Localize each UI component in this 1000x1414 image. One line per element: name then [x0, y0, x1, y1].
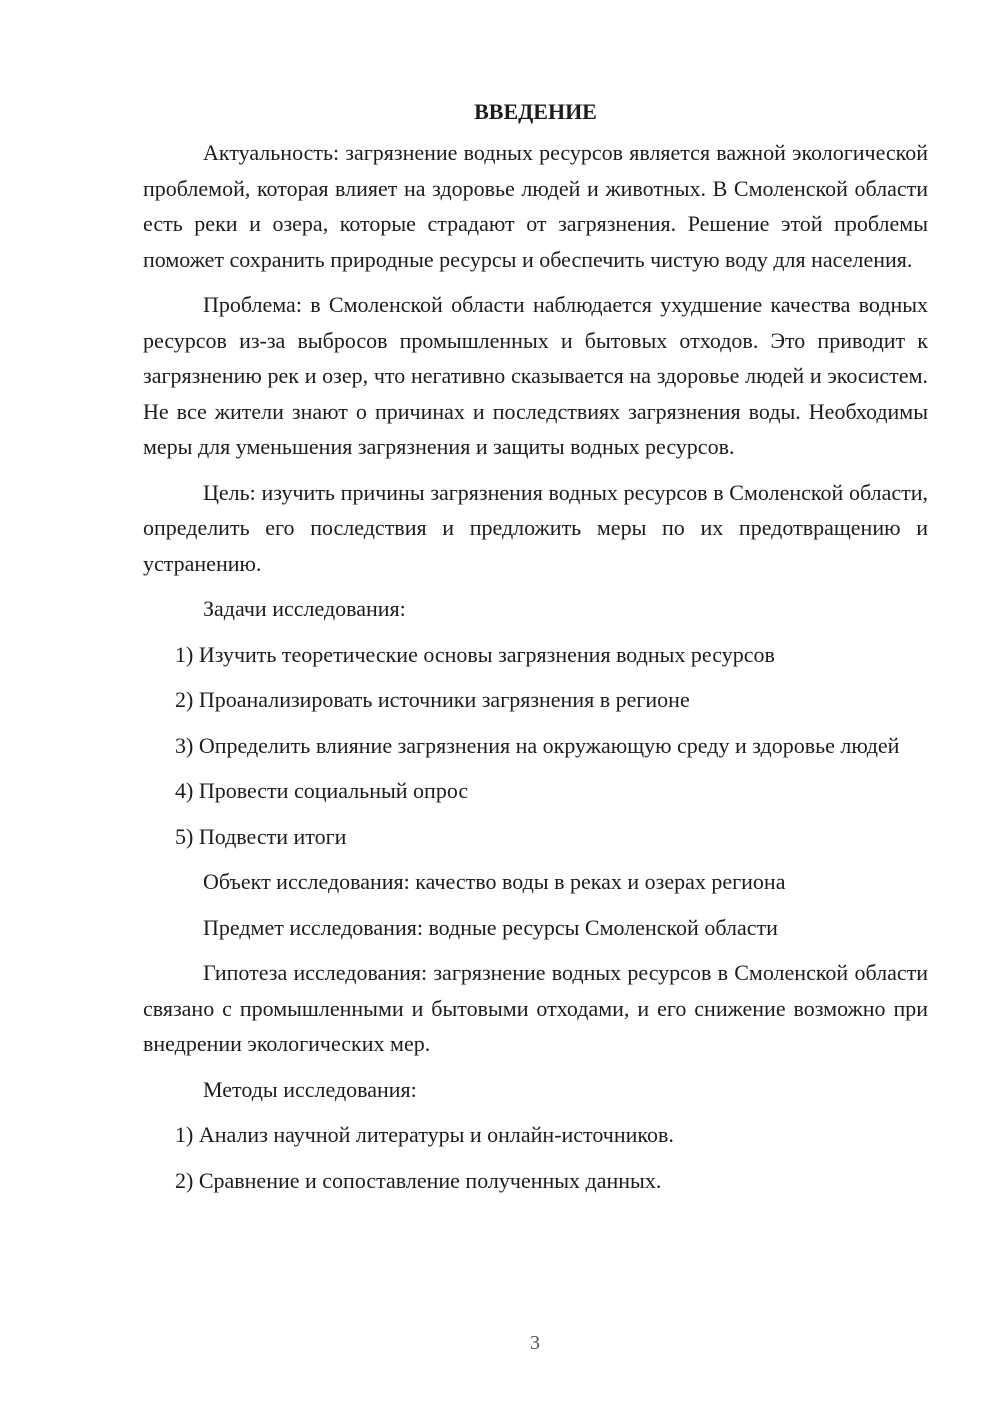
method-item: 1) Анализ научной литературы и онлайн-источников. — [175, 1122, 674, 1147]
object-line: Объект исследования: качество воды в реках и озерах региона — [203, 869, 786, 894]
methods-heading: Методы исследования: — [203, 1076, 417, 1102]
task-item: 1) Изучить теоретические основы загрязнения водных ресурсов — [175, 641, 775, 667]
method-item: 2) Сравнение и сопоставление полученных данных. — [175, 1167, 662, 1193]
goal-paragraph: Цель: изучить причины загрязнения водных ресурсов в Смоленской области, определить его последствия и предложить меры по их предотвращению и устранению. — [143, 479, 928, 576]
tasks-heading: Задачи исследования: — [203, 596, 406, 621]
task-item: 4) Провести социальный опрос — [175, 778, 469, 803]
problem-paragraph: Проблема: в Смоленской области наблюдается ухудшение качества водных ресурсов из-за выбросов промышленных и бытовых отходов. Это приводит к загрязнению рек и озер, что негативно сказывается на здоровье людей и экосистем. Не все жители знают о причинах и последствиях загрязнения воды. Необходимы меры для уменьшения загрязнения и защиты водных ресурсов. — [143, 292, 928, 459]
task-item: 3) Определить влияние загрязнения на окружающую среду и здоровье людей — [175, 732, 900, 758]
task-item: 5) Подвести итоги — [175, 823, 347, 849]
relevance-paragraph: Актуальность: загрязнение водных ресурсов является важной экологической проблемой, которая влияет на здоровье людей и животных. В Смоленской области есть реки и озера, которые страдают от загрязнения. Решение этой проблемы поможет сохранить природные ресурсы и обеспечить чистую воду для населения. — [143, 140, 928, 272]
subject-line: Предмет исследования: водные ресурсы Смоленской области — [203, 914, 778, 940]
page-number: 3 — [530, 1332, 540, 1354]
page-title: ВВЕДЕНИЕ — [474, 99, 597, 124]
hypothesis-paragraph: Гипотеза исследования: загрязнение водных ресурсов в Смоленской области связано с промышленными и бытовыми отходами, и его снижение возможно при внедрении экологических мер. — [143, 960, 928, 1056]
document-page — [143, 94, 928, 1208]
task-item: 2) Проанализировать источники загрязнения в регионе — [175, 687, 690, 712]
